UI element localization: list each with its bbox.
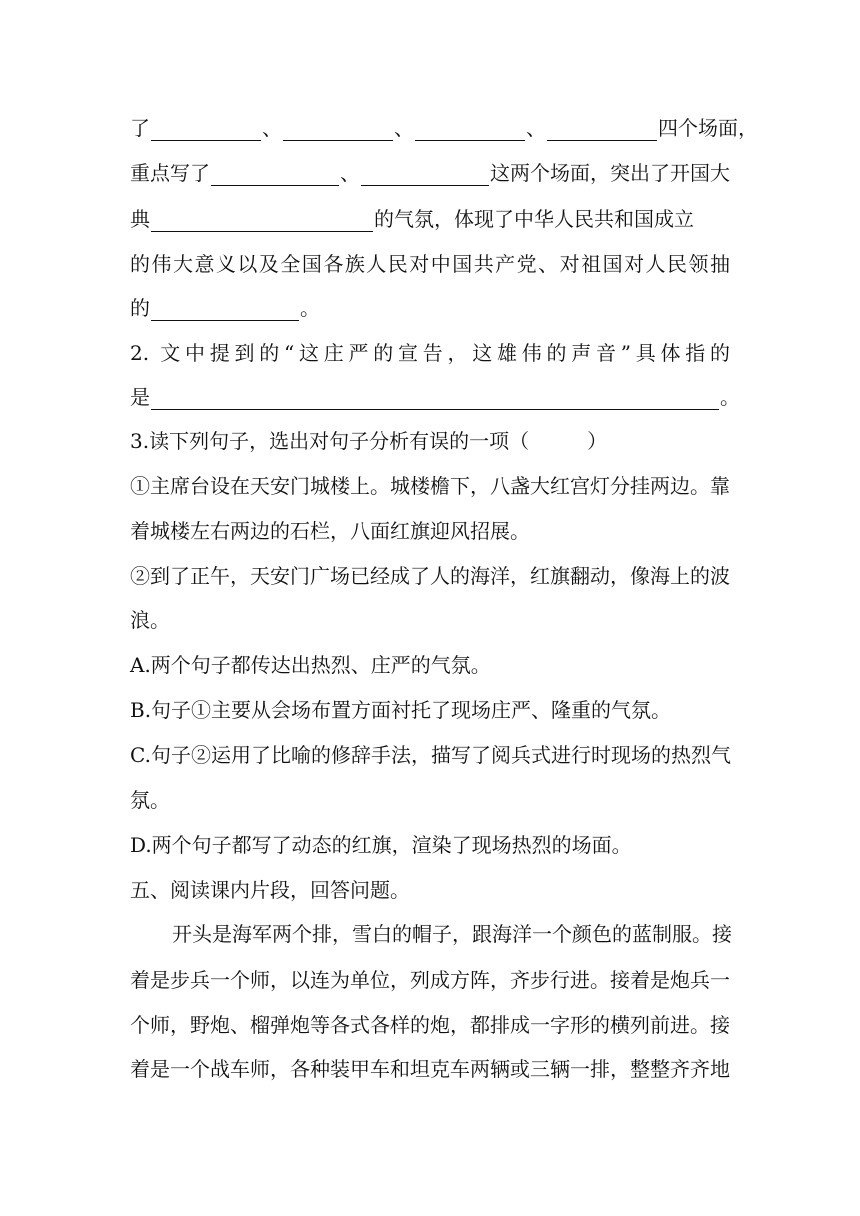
q2-text: 是 [130, 385, 150, 409]
separator: 、 [340, 161, 360, 185]
q1-text: 了 [130, 116, 150, 140]
q1-line-3 [130, 196, 730, 242]
q2-text: 。 [720, 385, 740, 409]
passage-line-4: 着是一个战车师，各种装甲车和坦克车两辆或三辆一排，整整齐齐地 [130, 1057, 730, 1081]
answer-blank[interactable] [151, 379, 719, 410]
q3-sentence-2-line-1: ②到了正午，天安门广场已经成了人的海洋，红旗翻动，像海上的波 [130, 564, 730, 588]
answer-blank[interactable] [211, 155, 339, 186]
q3-option-c-line-1: C.句子②运用了比喻的修辞手法，描写了阅兵式进行时现场的热烈气 [130, 743, 731, 767]
q2-line-1: 2. 文中提到的“这庄严的宣告，这雄伟的声音”具体指的 [130, 341, 730, 365]
separator: 、 [262, 116, 282, 140]
q1-line-2 [130, 150, 730, 196]
q1-line-4: 的伟大意义以及全国各族人民对中国共产党、对祖国对人民领抽 [130, 252, 730, 276]
q3-prompt-close: ） [587, 429, 608, 453]
answer-blank[interactable] [151, 201, 373, 232]
q3-sentence-1-line-1: ①主席台设在天安门城楼上。城楼檐下，八盏大红宫灯分挂两边。靠 [130, 474, 730, 498]
passage-line-3: 个师，野炮、榴弹炮等各式各样的炮，都排成一字形的横列前进。接 [130, 1013, 730, 1037]
passage-line-1: 开头是海军两个排，雪白的帽子，跟海洋一个颜色的蓝制服。接 [172, 922, 732, 946]
answer-blank[interactable] [361, 155, 489, 186]
q3-sentence-2-line-2: 浪。 [130, 608, 170, 632]
q3-prompt-text: 3.读下列句子，选出对句子分析有误的一项（ [130, 429, 530, 453]
q1-text: 。 [300, 296, 320, 320]
q1-text: 典 [130, 207, 150, 231]
q1-line-1 [130, 105, 758, 151]
q1-text: 四个场面， [658, 116, 758, 140]
answer-blank[interactable] [151, 290, 299, 321]
q2-line-2 [130, 374, 740, 420]
q3-option-a: A.两个句子都传达出热烈、庄严的气氛。 [130, 653, 491, 677]
q3-prompt [130, 418, 730, 464]
separator: 、 [394, 116, 414, 140]
section-5-heading: 五、阅读课内片段，回答问题。 [130, 878, 410, 902]
answer-blank[interactable] [415, 110, 525, 141]
q1-text: 重点写了 [130, 161, 210, 185]
q1-line-5 [130, 285, 730, 331]
q3-option-d: D.两个句子都写了动态的红旗，渲染了现场热烈的场面。 [130, 833, 632, 857]
q1-text: 这两个场面，突出了开国大 [490, 161, 730, 185]
passage-line-2: 着是步兵一个师，以连为单位，列成方阵，齐步行进。接着是炮兵一 [130, 968, 730, 992]
q3-option-b: B.句子①主要从会场布置方面衬托了现场庄严、隆重的气氛。 [130, 698, 672, 722]
answer-blank[interactable] [151, 110, 261, 141]
q1-text: 的气氛，体现了中华人民共和国成立 [374, 207, 694, 231]
answer-blank[interactable] [283, 110, 393, 141]
q1-text: 的 [130, 296, 150, 320]
q3-sentence-1-line-2: 着城楼左右两边的石栏，八面红旗迎风招展。 [130, 519, 530, 543]
answer-blank[interactable] [547, 110, 657, 141]
separator: 、 [526, 116, 546, 140]
q3-option-c-line-2: 氛。 [130, 788, 170, 812]
